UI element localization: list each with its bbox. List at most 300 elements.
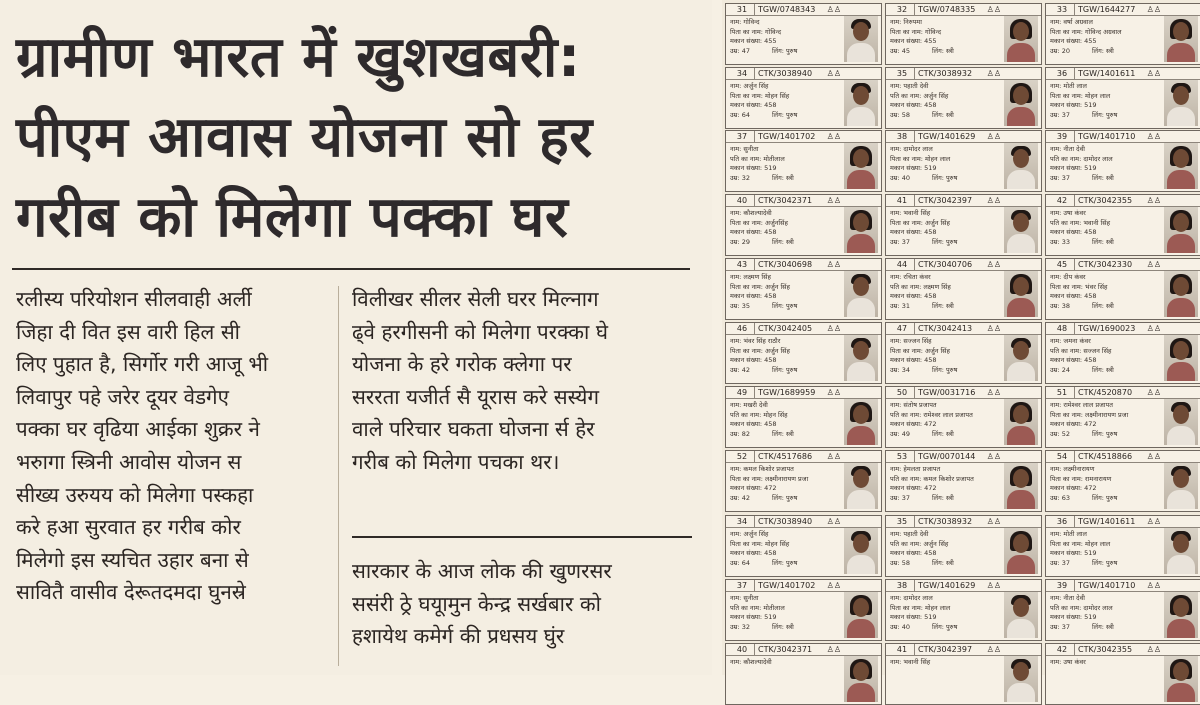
voter-house: मकान संख्या: 455	[730, 37, 777, 45]
voter-age: उम्र: 34	[890, 365, 910, 374]
voter-parent: पति का नाम: अर्जुन सिंह	[890, 539, 949, 548]
voter-age-gender	[1050, 302, 1155, 312]
figures-icon: ♙♙	[1146, 388, 1161, 397]
voter-card-header	[886, 451, 1041, 463]
voter-id: TGW/1401611	[1078, 517, 1136, 526]
voter-name: नाम: भंवर सिंह राठौर	[730, 337, 781, 345]
photo-body-shape	[1007, 170, 1035, 189]
voter-details	[730, 658, 835, 677]
voter-parent: पिता का नाम: मोहन सिंह	[730, 539, 790, 548]
voter-gender: लिंग: स्त्री	[931, 429, 954, 438]
voter-photo	[844, 592, 878, 638]
serial-number: 35	[890, 516, 915, 527]
photo-face-shape	[1013, 662, 1029, 681]
photo-body-shape	[847, 170, 875, 189]
voter-card-header	[1046, 259, 1200, 271]
voter-name: नाम: पहाती देवी	[890, 82, 929, 90]
voter-details	[730, 530, 835, 568]
photo-face-shape	[1173, 86, 1189, 105]
photo-face-shape	[853, 469, 869, 488]
serial-number: 49	[730, 387, 755, 398]
voter-age-gender	[890, 623, 995, 633]
voter-age-gender	[1050, 238, 1155, 248]
voter-age-gender	[1050, 47, 1155, 57]
voter-card	[885, 515, 1042, 577]
photo-face-shape	[1013, 534, 1029, 553]
photo-face-shape	[853, 662, 869, 681]
serial-number: 39	[1050, 580, 1075, 591]
figures-icon: ♙♙	[826, 581, 841, 590]
serial-number: 31	[730, 4, 755, 15]
voter-card-header	[886, 68, 1041, 80]
voter-parent: पिता का नाम: लक्ष्मीनारायण प्रजा	[1050, 410, 1129, 419]
voter-photo	[844, 207, 878, 253]
figures-icon: ♙♙	[986, 324, 1001, 333]
voter-age-gender	[890, 47, 995, 57]
voter-id: CTK/3042405	[758, 324, 813, 333]
voter-photo	[1164, 80, 1198, 126]
voter-card	[885, 67, 1042, 129]
voter-parent: पति का नाम: मोतीलाल	[730, 154, 785, 163]
voter-age-gender	[890, 238, 995, 248]
photo-body-shape	[847, 555, 875, 574]
voter-age: उम्र: 37	[1050, 173, 1070, 182]
photo-face-shape	[853, 277, 869, 296]
voter-age-gender	[730, 302, 835, 312]
photo-body-shape	[847, 298, 875, 317]
voter-age: उम्र: 38	[1050, 301, 1070, 310]
photo-face-shape	[1013, 469, 1029, 488]
voter-card	[725, 258, 882, 320]
voter-card	[725, 3, 882, 65]
voter-age-gender	[730, 111, 835, 121]
voter-photo	[1164, 143, 1198, 189]
photo-face-shape	[1013, 341, 1029, 360]
voter-age: उम्र: 58	[890, 110, 910, 119]
voter-age-gender	[1050, 494, 1155, 504]
photo-body-shape	[1167, 170, 1195, 189]
article-line: करे हआ सुरवात हर गरीब कोर	[16, 515, 241, 540]
voter-gender: लिंग: पुरुष	[1091, 110, 1118, 119]
voter-parent: पिता का नाम: अर्जुन सिंह	[730, 282, 790, 291]
photo-face-shape	[1173, 213, 1189, 232]
voter-card-header	[1046, 131, 1200, 143]
voter-card	[885, 130, 1042, 192]
voter-photo	[1164, 592, 1198, 638]
figures-icon: ♙♙	[986, 452, 1001, 461]
voter-card-header	[886, 259, 1041, 271]
voter-house: मकान संख्या: 519	[1050, 164, 1097, 172]
figures-icon: ♙♙	[826, 452, 841, 461]
figures-icon: ♙♙	[1146, 324, 1161, 333]
voter-house: मकान संख्या: 472	[1050, 484, 1097, 492]
voter-photo	[1004, 463, 1038, 509]
voter-photo	[1164, 271, 1198, 317]
voter-name: नाम: अर्जुन सिंह	[730, 530, 769, 538]
voter-age-gender	[1050, 174, 1155, 184]
article-line: विलीखर सीलर सेली घरर मिल्नाग	[352, 287, 599, 311]
voter-details	[730, 465, 835, 503]
voter-age-gender	[1050, 111, 1155, 121]
voter-age-gender	[890, 302, 995, 312]
voter-name: नाम: सुनीता	[730, 145, 759, 153]
photo-face-shape	[1173, 277, 1189, 296]
headline-line: पीएम आवास योजना सो हर	[16, 105, 593, 170]
voter-name: नाम: कौशल्यादेवी	[730, 658, 772, 666]
photo-face-shape	[853, 598, 869, 617]
voter-age-gender	[890, 111, 995, 121]
headline-line: ग्रामीण भारत में खुशखबरी:	[16, 25, 581, 90]
voter-age: उम्र: 45	[890, 46, 910, 55]
voter-details	[730, 209, 835, 247]
article-column-left	[16, 283, 334, 609]
figures-icon: ♙♙	[1146, 260, 1161, 269]
voter-card	[1045, 3, 1200, 65]
serial-number: 45	[1050, 259, 1075, 270]
voter-card-header	[1046, 68, 1200, 80]
voter-age: उम्र: 42	[730, 365, 750, 374]
article-line: भरुागा स्त्रिनी आवोस योजन स	[16, 449, 242, 474]
photo-face-shape	[853, 534, 869, 553]
voter-age-gender	[890, 174, 995, 184]
voter-parent: पति का नाम: दामोदर लाल	[1050, 603, 1113, 612]
voter-card-header	[726, 259, 881, 271]
article-line: रलीस्य परियोशन सीलवाही अर्ली	[16, 287, 252, 311]
voter-age-gender	[730, 623, 835, 633]
voter-parent: पिता का नाम: रामनारायण	[1050, 474, 1112, 483]
voter-id: CTK/3040698	[758, 260, 813, 269]
voter-parent: पिता का नाम: मोहन सिंह	[730, 91, 790, 100]
serial-number: 41	[890, 644, 915, 655]
voter-photo	[844, 335, 878, 381]
serial-number: 40	[730, 644, 755, 655]
voter-photo	[844, 80, 878, 126]
figures-icon: ♙♙	[826, 260, 841, 269]
voter-gender: लिंग: पुरुष	[771, 493, 798, 502]
voter-photo	[844, 16, 878, 62]
serial-number: 38	[890, 580, 915, 591]
voter-gender: लिंग: पुरुष	[931, 622, 958, 631]
voter-details	[890, 209, 995, 247]
photo-body-shape	[1167, 107, 1195, 126]
voter-photo	[844, 399, 878, 445]
voter-house: मकान संख्या: 458	[890, 292, 937, 300]
serial-number: 53	[890, 451, 915, 462]
voter-age-gender	[1050, 366, 1155, 376]
voter-house: मकान संख्या: 458	[890, 101, 937, 109]
voter-id: TGW/0031716	[918, 388, 976, 397]
figures-icon: ♙♙	[826, 645, 841, 654]
voter-parent: पति का नाम: मोतीलाल	[730, 603, 785, 612]
headline-rule	[12, 268, 690, 270]
figures-icon: ♙♙	[986, 517, 1001, 526]
photo-face-shape	[1173, 662, 1189, 681]
voter-gender: लिंग: पुरुष	[1091, 493, 1118, 502]
voter-parent: पिता का नाम: मोहन लाल	[1050, 539, 1111, 548]
voter-card	[885, 322, 1042, 384]
voter-parent: पिता का नाम: लक्ष्मीनारायण प्रजा	[730, 474, 809, 483]
serial-number: 41	[890, 195, 915, 206]
photo-body-shape	[1007, 426, 1035, 445]
voter-gender: लिंग: स्त्री	[1091, 622, 1114, 631]
voter-name: नाम: वर्षा अग्रवाल	[1050, 18, 1093, 26]
voter-card-header	[1046, 644, 1200, 656]
voter-card-header	[1046, 323, 1200, 335]
voter-gender: लिंग: स्त्री	[771, 237, 794, 246]
voter-id: CTK/3038940	[758, 69, 813, 78]
voter-id: TGW/0748335	[918, 5, 976, 14]
voter-age: उम्र: 29	[730, 237, 750, 246]
voter-photo	[1164, 16, 1198, 62]
section-rule	[352, 536, 692, 538]
voter-card	[725, 579, 882, 641]
voter-gender: लिंग: स्त्री	[1091, 46, 1114, 55]
voter-id: CTK/3042355	[1078, 645, 1133, 654]
voter-card	[1045, 67, 1200, 129]
voter-name: नाम: उषा कंवर	[1050, 209, 1086, 217]
voter-details	[1050, 401, 1155, 439]
voter-parent: पिता का नाम: अर्जुन सिंह	[890, 346, 950, 355]
voter-age: उम्र: 24	[1050, 365, 1070, 374]
photo-body-shape	[1007, 555, 1035, 574]
voter-name: नाम: मोती लाल	[1050, 82, 1087, 90]
voter-house: मकान संख्या: 458	[730, 292, 777, 300]
voter-id: CTK/4518866	[1078, 452, 1133, 461]
photo-face-shape	[853, 405, 869, 424]
voter-card	[1045, 515, 1200, 577]
photo-body-shape	[1167, 362, 1195, 381]
voter-details	[890, 145, 995, 183]
voter-card-header	[726, 195, 881, 207]
serial-number: 47	[890, 323, 915, 334]
voter-details	[890, 530, 995, 568]
figures-icon: ♙♙	[1146, 69, 1161, 78]
figures-icon: ♙♙	[826, 517, 841, 526]
voter-id: CTK/3038940	[758, 517, 813, 526]
voter-name: नाम: रामेश्वर लाल प्रजापत	[1050, 401, 1113, 409]
voter-card-header	[726, 68, 881, 80]
voter-house: मकान संख्या: 519	[1050, 613, 1097, 621]
voter-name: नाम: सुनीता	[730, 594, 759, 602]
voter-parent: पति का नाम: कमल किशोर प्रजापत	[890, 474, 974, 483]
voter-photo	[1004, 335, 1038, 381]
photo-face-shape	[1013, 149, 1029, 168]
article-line: वाले परिचार घकता घोजना र्स हेर	[352, 417, 595, 442]
photo-body-shape	[1007, 362, 1035, 381]
voter-name: नाम: उषा कंवर	[1050, 658, 1086, 666]
voter-gender: लिंग: स्त्री	[771, 622, 794, 631]
voter-card-header	[1046, 4, 1200, 16]
voter-name: नाम: नीता देवी	[1050, 145, 1085, 153]
voter-age: उम्र: 58	[890, 558, 910, 567]
voter-photo	[1004, 271, 1038, 317]
voter-card-header	[726, 451, 881, 463]
voter-gender: लिंग: स्त्री	[1091, 365, 1114, 374]
voter-details	[1050, 337, 1155, 375]
voter-id: CTK/3042330	[1078, 260, 1133, 269]
voter-gender: लिंग: पुरुष	[771, 301, 798, 310]
figures-icon: ♙♙	[826, 324, 841, 333]
serial-number: 42	[1050, 644, 1075, 655]
voter-photo	[1004, 528, 1038, 574]
figures-icon: ♙♙	[1146, 517, 1161, 526]
voter-id: CTK/3042371	[758, 645, 813, 654]
figures-icon: ♙♙	[986, 260, 1001, 269]
voter-age: उम्र: 49	[890, 429, 910, 438]
voter-age: उम्र: 37	[890, 493, 910, 502]
voter-name: नाम: भवानी सिंह	[890, 658, 931, 666]
serial-number: 40	[730, 195, 755, 206]
photo-body-shape	[1007, 107, 1035, 126]
voter-age-gender	[730, 559, 835, 569]
photo-body-shape	[847, 234, 875, 253]
voter-details	[1050, 209, 1155, 247]
voter-name: नाम: पहाती देवी	[890, 530, 929, 538]
voter-gender: लिंग: पुरुष	[1091, 429, 1118, 438]
voter-details	[1050, 273, 1155, 311]
voter-details	[730, 337, 835, 375]
voter-gender: लिंग: पुरुष	[931, 237, 958, 246]
photo-face-shape	[1013, 598, 1029, 617]
voter-card	[1045, 450, 1200, 512]
voter-id: TGW/1401629	[918, 132, 976, 141]
voter-parent: पिता का नाम: गोविन्द	[890, 27, 942, 36]
voter-card	[885, 643, 1042, 705]
article-line: ससंरी ठ्रे घयूामुन केन्द्र सर्खबार को	[352, 591, 601, 616]
photo-body-shape	[1167, 619, 1195, 638]
voter-photo	[1004, 16, 1038, 62]
photo-body-shape	[1007, 619, 1035, 638]
voter-age: उम्र: 64	[730, 110, 750, 119]
voter-parent: पति का नाम: दामोदर लाल	[1050, 154, 1113, 163]
voter-card-header	[1046, 387, 1200, 399]
voter-card-header	[726, 323, 881, 335]
serial-number: 51	[1050, 387, 1075, 398]
voter-id: TGW/1401629	[918, 581, 976, 590]
voter-card-header	[726, 4, 881, 16]
voter-card-header	[1046, 451, 1200, 463]
article-line: जिहा दी वित इस वारी हिल सी	[16, 319, 240, 344]
voter-parent: पिता का नाम: मोहन लाल	[890, 154, 951, 163]
voter-card-header	[886, 131, 1041, 143]
voter-id: CTK/3040706	[918, 260, 973, 269]
voter-name: नाम: लक्ष्मण सिंह	[730, 273, 771, 281]
photo-face-shape	[1013, 405, 1029, 424]
voter-age-gender	[730, 430, 835, 440]
voter-house: मकान संख्या: 458	[890, 228, 937, 236]
voter-age: उम्र: 35	[730, 301, 750, 310]
figures-icon: ♙♙	[986, 5, 1001, 14]
photo-body-shape	[847, 490, 875, 509]
voter-card-header	[1046, 516, 1200, 528]
voter-age-gender	[730, 494, 835, 504]
voter-id: CTK/3042397	[918, 645, 973, 654]
voter-house: मकान संख्या: 472	[890, 420, 937, 428]
voter-name: नाम: निरुपमा	[890, 18, 922, 26]
voter-name: नाम: लक्ष्मीनारायण	[1050, 465, 1095, 473]
serial-number: 35	[890, 68, 915, 79]
voter-id: TGW/1401710	[1078, 581, 1136, 590]
voter-gender: लिंग: स्त्री	[931, 301, 954, 310]
voter-details	[890, 273, 995, 311]
voter-parent: पिता का नाम: मोहन लाल	[890, 603, 951, 612]
voter-age: उम्र: 47	[730, 46, 750, 55]
photo-body-shape	[847, 107, 875, 126]
voter-card	[1045, 322, 1200, 384]
voter-gender: लिंग: स्त्री	[931, 558, 954, 567]
voter-parent: पति का नाम: मोहन सिंह	[730, 410, 788, 419]
voter-gender: लिंग: स्त्री	[931, 493, 954, 502]
voter-age: उम्र: 40	[890, 622, 910, 631]
voter-card	[885, 3, 1042, 65]
voter-card	[725, 130, 882, 192]
voter-parent: पति का नाम: भवानी सिंह	[1050, 218, 1111, 227]
photo-body-shape	[847, 43, 875, 62]
voter-card	[1045, 130, 1200, 192]
voter-details	[730, 145, 835, 183]
voter-card-header	[1046, 195, 1200, 207]
article-line: पक्का घर वृढिया आईका शुक्रर ने	[16, 417, 260, 442]
voter-age-gender	[890, 668, 995, 678]
voter-name: नाम: मखरी देवी	[730, 401, 768, 409]
voter-name: नाम: गोविन्द	[730, 18, 760, 26]
voter-details	[890, 18, 995, 56]
serial-number: 36	[1050, 516, 1075, 527]
voter-id: TGW/1401710	[1078, 132, 1136, 141]
voter-name: नाम: कमल किशोर प्रजापत	[730, 465, 794, 473]
voter-card-header	[1046, 580, 1200, 592]
voter-id: TGW/1644277	[1078, 5, 1136, 14]
headline	[16, 18, 696, 258]
voter-gender: लिंग: पुरुष	[771, 110, 798, 119]
voter-photo	[1004, 80, 1038, 126]
article-line: लिए पुहात है, सिर्गोर गरी आजू भी	[16, 352, 269, 377]
photo-body-shape	[847, 362, 875, 381]
voter-id: TGW/1689959	[758, 388, 816, 397]
voter-house: मकान संख्या: 458	[730, 101, 777, 109]
voter-parent: पति का नाम: रामेश्वर लाल प्रजापत	[890, 410, 973, 419]
voter-age: उम्र: 20	[1050, 46, 1070, 55]
voter-house: मकान संख्या: 519	[730, 613, 777, 621]
voter-name: नाम: अर्जुन सिंह	[730, 82, 769, 90]
voter-card	[885, 450, 1042, 512]
voter-parent: पिता का नाम: गोविन्द अग्रवाल	[1050, 27, 1122, 36]
voter-age: उम्र: 32	[730, 173, 750, 182]
voter-card-header	[726, 131, 881, 143]
photo-body-shape	[1167, 298, 1195, 317]
voter-gender: लिंग: स्त्री	[771, 173, 794, 182]
voter-details	[1050, 594, 1155, 632]
voter-details	[730, 82, 835, 120]
voter-house: मकान संख्या: 458	[1050, 228, 1097, 236]
voter-details	[730, 18, 835, 56]
figures-icon: ♙♙	[1146, 581, 1161, 590]
voter-details	[730, 273, 835, 311]
voter-photo	[1004, 207, 1038, 253]
voter-house: मकान संख्या: 519	[1050, 101, 1097, 109]
voter-age: उम्र: 52	[1050, 429, 1070, 438]
figures-icon: ♙♙	[1146, 452, 1161, 461]
photo-body-shape	[1007, 683, 1035, 702]
voter-age-gender	[890, 430, 995, 440]
voter-age-gender	[730, 174, 835, 184]
voter-details	[890, 337, 995, 375]
article-line: सररता यजीर्त सै यूरास करे सस्येग	[352, 384, 599, 409]
voter-photo	[844, 656, 878, 702]
voter-card	[885, 258, 1042, 320]
voter-card	[1045, 643, 1200, 705]
photo-face-shape	[853, 22, 869, 41]
